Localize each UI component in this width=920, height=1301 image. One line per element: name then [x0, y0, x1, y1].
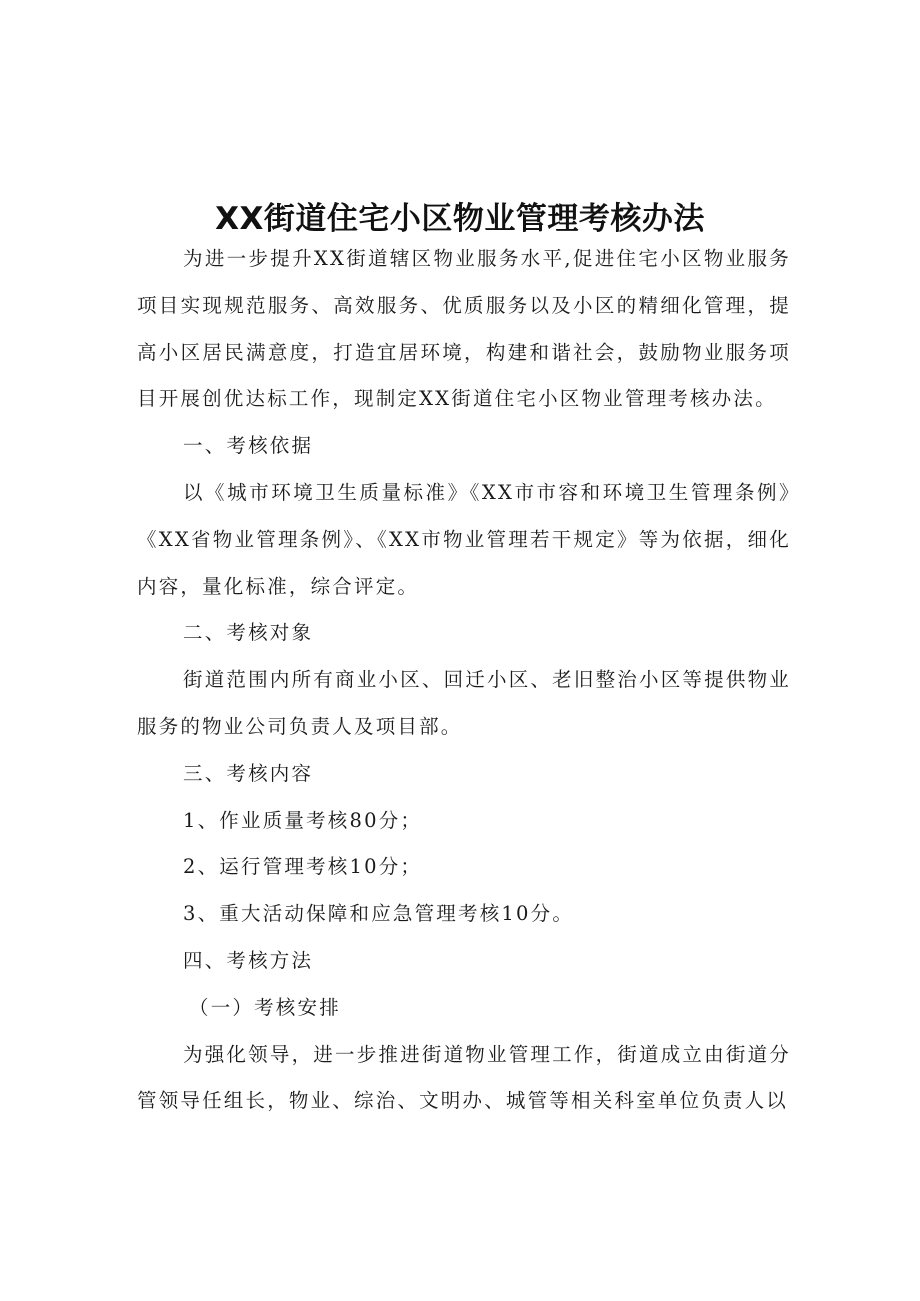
intro-paragraph: 为进一步提升XX街道辖区物业服务水平,促进住宅小区物业服务项目实现规范服务、高效服务、优质服务以及小区的精细化管理，提高小区居民满意度，打造宜居环境，构建和谐社会，鼓励物业服务项目开展创优达标工作，现制定XX街道住宅小区物业管理考核办法。 — [137, 247, 791, 411]
section-3-item: 1、作业质量考核80分； — [183, 808, 423, 832]
section-3-item: 2、运行管理考核10分； — [183, 855, 423, 879]
section-4-sub-body: 为强化领导，进一步推进街道物业管理工作，街道成立由街道分管领导任组长，物业、综治、文明办、城管等相关科室单位负责人以 — [137, 1042, 791, 1113]
section-2-heading: 二、考核对象 — [183, 621, 314, 645]
document-title: XX街道住宅小区物业管理考核办法 — [215, 200, 705, 237]
section-1-heading: 一、考核依据 — [183, 434, 314, 458]
section-4-subheading: （一）考核安排 — [189, 995, 341, 1019]
section-2-body: 街道范围内所有商业小区、回迁小区、老旧整治小区等提供物业服务的物业公司负责人及项目部。 — [137, 668, 791, 738]
section-3-item: 3、重大活动保障和应急管理考核10分。 — [183, 902, 575, 926]
section-3-heading: 三、考核内容 — [183, 761, 314, 785]
section-1-body: 以《城市环境卫生质量标准》《XX市市容和环境卫生管理条例》《XX省物业管理条例》、《XX市物业管理若干规定》等为依据，细化内容，量化标准，综合评定。 — [137, 480, 791, 598]
section-4-heading: 四、考核方法 — [183, 948, 314, 972]
document-body — [137, 236, 791, 1125]
